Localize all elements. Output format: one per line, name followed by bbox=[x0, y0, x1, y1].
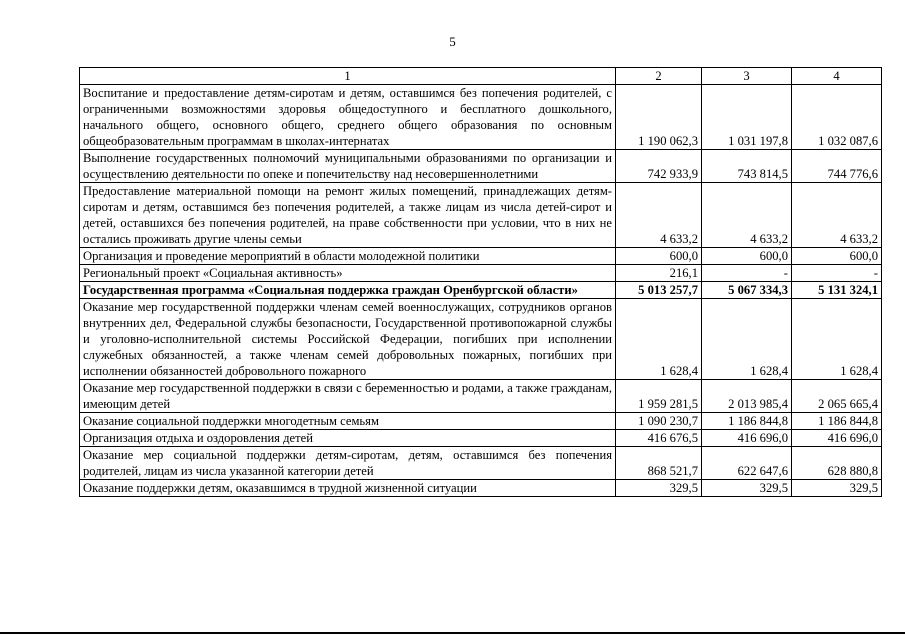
row-value-cell-col4: 1 186 844,8 bbox=[792, 413, 882, 430]
row-value-cell-col4: 416 696,0 bbox=[792, 430, 882, 447]
row-value-cell-col3: 1 186 844,8 bbox=[702, 413, 792, 430]
table-row bbox=[80, 430, 882, 447]
column-header-2: 2 bbox=[616, 68, 702, 85]
row-name-cell: Выполнение государственных полномочий муниципальными образованиями по организации и осуществлению деятельности по опеке и попечительству над несовершеннолетними bbox=[80, 150, 616, 183]
table-row bbox=[80, 150, 882, 183]
row-value-cell-col3: 1 031 197,8 bbox=[702, 85, 792, 150]
table-row bbox=[80, 413, 882, 430]
row-name-cell: Оказание мер государственной поддержки членам семей военнослужащих, сотрудников органов внутренних дел, Федеральной службы безопасности, Государственной противопожарной службы и уголовно-исполнительной системы Российской Федерации, погибших при исполнении служебных обязанностей, а также членам семей добровольных пожарных, погибших при исполнении обязанностей добровольного пожарного bbox=[80, 299, 616, 380]
table-row bbox=[80, 480, 882, 497]
row-value-cell-col4: - bbox=[792, 265, 882, 282]
table-row bbox=[80, 183, 882, 248]
row-value-cell-col4: 628 880,8 bbox=[792, 447, 882, 480]
row-value-cell-col2: 329,5 bbox=[616, 480, 702, 497]
row-value-cell-col2: 1 628,4 bbox=[616, 299, 702, 380]
row-value-cell-col2: 216,1 bbox=[616, 265, 702, 282]
row-value-cell-col2: 600,0 bbox=[616, 248, 702, 265]
row-name-cell: Оказание мер государственной поддержки в связи с беременностью и родами, а также гражданам, имеющим детей bbox=[80, 380, 616, 413]
row-value-cell-col2: 742 933,9 bbox=[616, 150, 702, 183]
row-value-cell-col3: 1 628,4 bbox=[702, 299, 792, 380]
row-value-cell-col4: 5 131 324,1 bbox=[792, 282, 882, 299]
row-value-cell-col4: 4 633,2 bbox=[792, 183, 882, 248]
row-value-cell-col3: 743 814,5 bbox=[702, 150, 792, 183]
row-value-cell-col4: 2 065 665,4 bbox=[792, 380, 882, 413]
row-value-cell-col2: 868 521,7 bbox=[616, 447, 702, 480]
page-number: 5 bbox=[449, 34, 456, 49]
table-row bbox=[80, 248, 882, 265]
budget-table bbox=[79, 67, 882, 497]
row-name-cell: Предоставление материальной помощи на ремонт жилых помещений, принадлежащих детям-сиротам и детям, оставшимся без попечения родителей, а также лицам из числа детей-сирот и детей, оставшихся без попечения родителей, на праве собственности при условии, что в них не остались проживать другие члены семьи bbox=[80, 183, 616, 248]
table-row bbox=[80, 299, 882, 380]
row-name-cell: Государственная программа «Социальная поддержка граждан Оренбургской области» bbox=[80, 282, 616, 299]
row-value-cell-col3: 2 013 985,4 bbox=[702, 380, 792, 413]
row-value-cell-col2: 4 633,2 bbox=[616, 183, 702, 248]
page-bottom-edge bbox=[0, 632, 905, 634]
row-value-cell-col3: 416 696,0 bbox=[702, 430, 792, 447]
row-value-cell-col3: 4 633,2 bbox=[702, 183, 792, 248]
table-row bbox=[80, 380, 882, 413]
row-name-cell: Организация и проведение мероприятий в области молодежной политики bbox=[80, 248, 616, 265]
row-name-cell: Оказание социальной поддержки многодетным семьям bbox=[80, 413, 616, 430]
column-header-3: 3 bbox=[702, 68, 792, 85]
row-value-cell-col4: 329,5 bbox=[792, 480, 882, 497]
row-name-cell: Региональный проект «Социальная активность» bbox=[80, 265, 616, 282]
table-header-row bbox=[80, 68, 882, 85]
row-name-cell: Организация отдыха и оздоровления детей bbox=[80, 430, 616, 447]
row-name-cell: Воспитание и предоставление детям-сиротам и детям, оставшимся без попечения родителей, с ограниченными возможностями здоровья общедоступного и бесплатного дошкольного, начального общего, основного общего, среднего общего образования по основным общеобразовательным программам в школах-интернатах bbox=[80, 85, 616, 150]
row-value-cell-col2: 5 013 257,7 bbox=[616, 282, 702, 299]
column-header-1: 1 bbox=[80, 68, 616, 85]
row-value-cell-col3: 5 067 334,3 bbox=[702, 282, 792, 299]
row-value-cell-col4: 600,0 bbox=[792, 248, 882, 265]
row-name-cell: Оказание мер социальной поддержки детям-сиротам, детям, оставшимся без попечения родителей, лицам из числа указанной категории детей bbox=[80, 447, 616, 480]
row-value-cell-col2: 416 676,5 bbox=[616, 430, 702, 447]
table-row bbox=[80, 265, 882, 282]
row-value-cell-col4: 744 776,6 bbox=[792, 150, 882, 183]
row-value-cell-col3: - bbox=[702, 265, 792, 282]
row-value-cell-col2: 1 959 281,5 bbox=[616, 380, 702, 413]
column-header-4: 4 bbox=[792, 68, 882, 85]
row-value-cell-col4: 1 032 087,6 bbox=[792, 85, 882, 150]
row-value-cell-col4: 1 628,4 bbox=[792, 299, 882, 380]
table-row bbox=[80, 447, 882, 480]
table-row bbox=[80, 85, 882, 150]
row-value-cell-col3: 622 647,6 bbox=[702, 447, 792, 480]
row-value-cell-col2: 1 190 062,3 bbox=[616, 85, 702, 150]
row-value-cell-col3: 329,5 bbox=[702, 480, 792, 497]
row-value-cell-col2: 1 090 230,7 bbox=[616, 413, 702, 430]
table-row bbox=[80, 282, 882, 299]
row-name-cell: Оказание поддержки детям, оказавшимся в трудной жизненной ситуации bbox=[80, 480, 616, 497]
row-value-cell-col3: 600,0 bbox=[702, 248, 792, 265]
